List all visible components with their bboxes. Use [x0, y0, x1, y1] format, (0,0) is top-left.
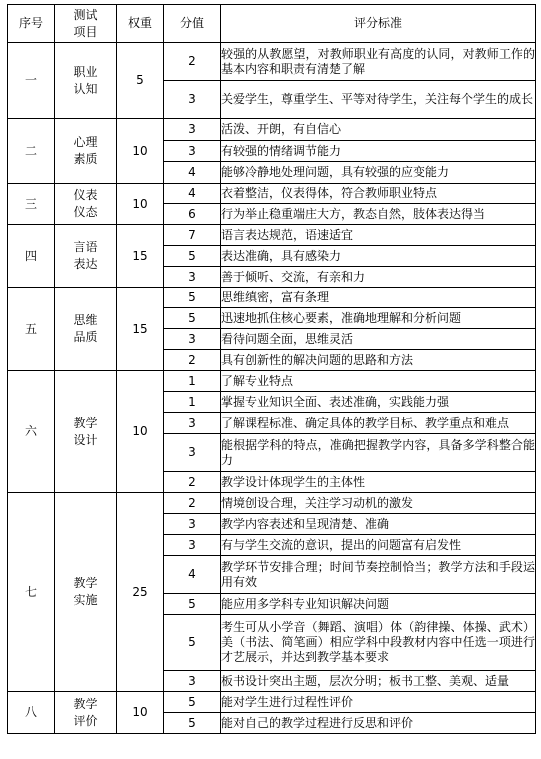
section-number: 六	[8, 371, 55, 493]
section-number: 八	[8, 692, 55, 734]
test-item-line: 评价	[73, 713, 98, 728]
header-points: 分值	[164, 5, 221, 43]
test-item	[55, 119, 117, 184]
points-value: 4	[164, 184, 221, 204]
criteria-text: 教学环节安排合理；时间节奏控制恰当；教学方法和手段运用有效	[221, 556, 536, 594]
criteria-text: 能根据学科的特点，准确把握教学内容，具备多学科整合能力	[221, 434, 536, 472]
criteria-text: 衣着整洁，仪表得体，符合教师职业特点	[221, 184, 536, 204]
table-row	[8, 184, 536, 204]
points-value: 5	[164, 713, 221, 734]
table-row	[8, 43, 536, 81]
weight-value: 15	[117, 225, 164, 288]
table-body	[8, 43, 536, 734]
section-number: 一	[8, 43, 55, 119]
header-criteria: 评分标准	[221, 5, 536, 43]
points-value: 1	[164, 371, 221, 392]
criteria-text: 了解专业特点	[221, 371, 536, 392]
points-value: 4	[164, 162, 221, 184]
criteria-text: 较强的从教愿望，对教师职业有高度的认同，对教师工作的基本内容和职责有清楚了解	[221, 43, 536, 81]
weight-value: 15	[117, 288, 164, 371]
test-item-line: 品质	[73, 330, 98, 344]
criteria-text: 关爱学生，尊重学生、平等对待学生，关注每个学生的成长	[221, 81, 536, 119]
points-value: 2	[164, 493, 221, 514]
points-value: 5	[164, 594, 221, 615]
test-item-line: 思维	[73, 313, 98, 327]
test-item-line: 教学	[73, 415, 98, 430]
table-row	[8, 493, 536, 514]
table-row	[8, 371, 536, 392]
test-item-line: 实施	[73, 593, 98, 607]
header-item-line1: 测试	[73, 7, 98, 22]
criteria-text: 能应用多学科专业知识解决问题	[221, 594, 536, 615]
test-item-line: 心理	[73, 135, 98, 149]
section-number: 二	[8, 119, 55, 184]
section-number: 五	[8, 288, 55, 371]
criteria-text: 板书设计突出主题，层次分明；板书工整、美观、适量	[221, 671, 536, 692]
table-row	[8, 119, 536, 141]
criteria-text: 语言表达规范，语速适宜	[221, 225, 536, 246]
test-item-line: 教学	[73, 576, 98, 590]
weight-value: 10	[117, 119, 164, 184]
points-value: 3	[164, 119, 221, 141]
criteria-text: 能够冷静地处理问题，具有较强的应变能力	[221, 162, 536, 184]
points-value: 3	[164, 535, 221, 556]
points-value: 3	[164, 267, 221, 288]
points-value: 4	[164, 556, 221, 594]
weight-value: 10	[117, 692, 164, 734]
criteria-text: 思维缜密，富有条理	[221, 288, 536, 308]
criteria-text: 迅速地抓住核心要素，准确地理解和分析问题	[221, 308, 536, 329]
test-item-line: 职业	[73, 64, 98, 79]
criteria-text: 教学设计体现学生的主体性	[221, 472, 536, 493]
section-number: 三	[8, 184, 55, 225]
criteria-text: 活泼、开朗，有自信心	[221, 119, 536, 141]
criteria-text: 善于倾听、交流，有亲和力	[221, 267, 536, 288]
criteria-text: 有较强的情绪调节能力	[221, 141, 536, 162]
criteria-text: 考生可从小学音（舞蹈、演唱）体（韵律操、体操、武术）美（书法、简笔画）相应学科中段教材内容中任选一项进行才艺展示，并达到教学基本要求	[221, 615, 536, 671]
points-value: 3	[164, 329, 221, 350]
section-number: 七	[8, 493, 55, 692]
header-item	[55, 5, 117, 43]
test-item	[55, 288, 117, 371]
scoring-table	[7, 4, 536, 734]
test-item	[55, 371, 117, 493]
criteria-text: 具有创新性的解决问题的思路和方法	[221, 350, 536, 371]
points-value: 7	[164, 225, 221, 246]
weight-value: 5	[117, 43, 164, 119]
criteria-text: 表达准确，具有感染力	[221, 246, 536, 267]
points-value: 3	[164, 671, 221, 692]
header-item-line2: 项目	[73, 24, 98, 39]
section-number: 四	[8, 225, 55, 288]
points-value: 2	[164, 350, 221, 371]
test-item-line: 教学	[73, 696, 98, 711]
table-row	[8, 692, 536, 713]
test-item-line: 认知	[73, 81, 98, 96]
test-item-line: 言语	[73, 240, 98, 254]
points-value: 5	[164, 615, 221, 671]
table-row	[8, 288, 536, 308]
points-value: 5	[164, 288, 221, 308]
table-header-row	[8, 5, 536, 43]
points-value: 5	[164, 246, 221, 267]
criteria-text: 掌握专业知识全面、表述准确，实践能力强	[221, 392, 536, 413]
criteria-text: 情境创设合理，关注学习动机的激发	[221, 493, 536, 514]
points-value: 2	[164, 43, 221, 81]
test-item	[55, 225, 117, 288]
points-value: 3	[164, 514, 221, 535]
criteria-text: 看待问题全面，思维灵活	[221, 329, 536, 350]
points-value: 3	[164, 81, 221, 119]
test-item-line: 设计	[73, 432, 98, 447]
points-value: 6	[164, 204, 221, 225]
weight-value: 25	[117, 493, 164, 692]
test-item	[55, 692, 117, 734]
criteria-text: 行为举止稳重端庄大方，教态自然，肢体表达得当	[221, 204, 536, 225]
criteria-text: 了解课程标准、确定具体的教学目标、教学重点和难点	[221, 413, 536, 434]
points-value: 1	[164, 392, 221, 413]
test-item-line: 素质	[73, 152, 98, 166]
test-item-line: 表达	[73, 257, 98, 271]
header-weight: 权重	[117, 5, 164, 43]
criteria-text: 能对自己的教学过程进行反思和评价	[221, 713, 536, 734]
points-value: 5	[164, 308, 221, 329]
criteria-text: 教学内容表述和呈现清楚、准确	[221, 514, 536, 535]
points-value: 5	[164, 692, 221, 713]
test-item-line: 仪表	[73, 188, 98, 202]
test-item-line: 仪态	[73, 205, 98, 219]
test-item	[55, 43, 117, 119]
test-item	[55, 184, 117, 225]
table-row	[8, 225, 536, 246]
header-no: 序号	[8, 5, 55, 43]
weight-value: 10	[117, 371, 164, 493]
points-value: 3	[164, 141, 221, 162]
criteria-text: 能对学生进行过程性评价	[221, 692, 536, 713]
points-value: 2	[164, 472, 221, 493]
points-value: 3	[164, 434, 221, 472]
test-item	[55, 493, 117, 692]
points-value: 3	[164, 413, 221, 434]
criteria-text: 有与学生交流的意识，提出的问题富有启发性	[221, 535, 536, 556]
weight-value: 10	[117, 184, 164, 225]
